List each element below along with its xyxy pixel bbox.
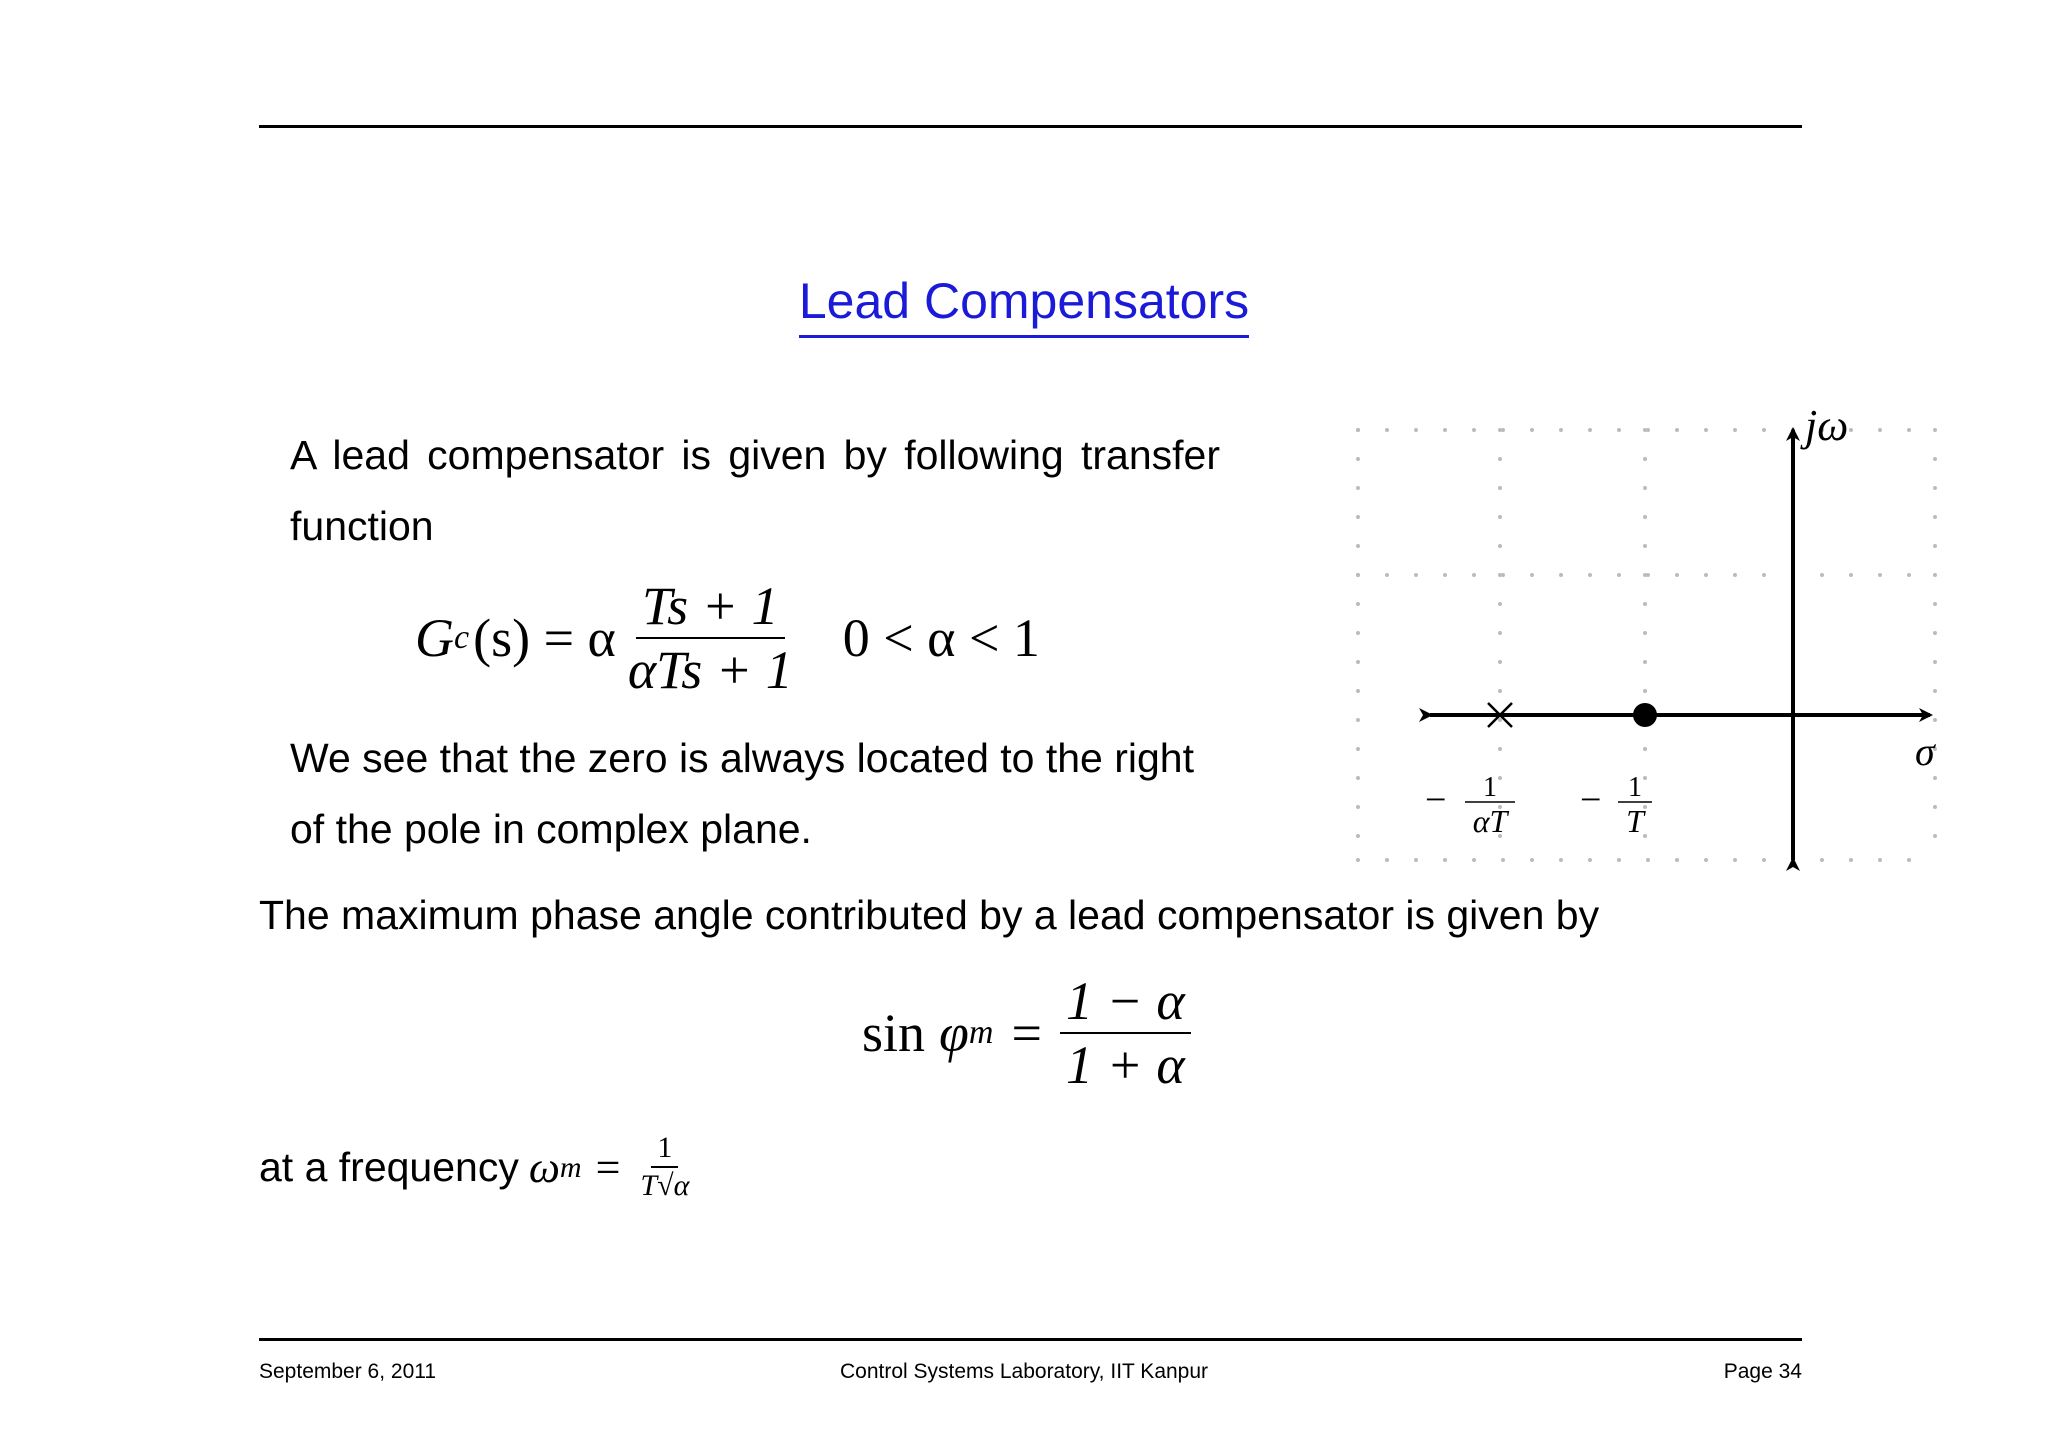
- grid-dot: [1907, 573, 1911, 577]
- grid-dot: [1643, 457, 1647, 461]
- grid-dot: [1675, 428, 1679, 432]
- grid-dot: [1530, 858, 1534, 862]
- grid-dot: [1849, 573, 1853, 577]
- grid-dot: [1498, 573, 1502, 577]
- pole-zero-plot: [1350, 400, 1950, 880]
- grid-dot: [1559, 428, 1563, 432]
- grid-dot: [1643, 573, 1647, 577]
- header-rule: [259, 125, 1802, 128]
- grid-dot: [1704, 573, 1708, 577]
- grid-dot: [1933, 515, 1937, 519]
- freq-eq: =: [595, 1142, 621, 1192]
- pole-label-minus: −: [1425, 779, 1447, 821]
- grid-dot: [1559, 573, 1563, 577]
- grid-dot: [1559, 858, 1563, 862]
- grid-dot: [1643, 631, 1647, 635]
- grid-dot: [1414, 428, 1418, 432]
- grid-dot: [1849, 858, 1853, 862]
- grid-dot: [1443, 858, 1447, 862]
- transfer-lhs: G: [415, 608, 454, 668]
- slide-title: [0, 272, 2048, 330]
- grid-dot: [1443, 573, 1447, 577]
- grid-dot: [1933, 602, 1937, 606]
- phase-fraction: [1060, 970, 1191, 1096]
- transfer-numerator: Ts + 1: [636, 575, 785, 639]
- grid-dot: [1878, 428, 1882, 432]
- grid-dot: [1356, 544, 1360, 548]
- freq-fraction: [634, 1130, 695, 1204]
- grid-dot: [1501, 858, 1505, 862]
- grid-dot: [1443, 428, 1447, 432]
- grid-dot: [1933, 428, 1937, 432]
- grid-dot: [1762, 858, 1766, 862]
- grid-dot: [1498, 428, 1502, 432]
- freq-lhs: ω: [528, 1142, 560, 1192]
- footer-rule: [259, 1338, 1802, 1341]
- phase-sub: m: [968, 1014, 994, 1051]
- grid-dot: [1356, 631, 1360, 635]
- grid-dot: [1498, 689, 1502, 693]
- grid-dot: [1356, 457, 1360, 461]
- grid-dot: [1498, 515, 1502, 519]
- grid-dot: [1385, 573, 1389, 577]
- zero-marker-icon: [1633, 703, 1657, 727]
- zero-label-minus: −: [1580, 779, 1602, 821]
- phase-paragraph: The maximum phase angle contributed by a lead compensator is given by: [259, 892, 1600, 938]
- grid-dot: [1530, 428, 1534, 432]
- grid-dot: [1617, 573, 1621, 577]
- freq-denominator: T√α: [640, 1169, 690, 1202]
- transfer-fraction: [622, 575, 799, 701]
- pole-zero-svg: [1350, 400, 1950, 880]
- footer-center: Control Systems Laboratory, IIT Kanpur: [839, 1360, 1209, 1383]
- phase-denominator: 1 + α: [1065, 1035, 1185, 1095]
- grid-dot: [1385, 428, 1389, 432]
- grid-dot: [1498, 602, 1502, 606]
- imag-axis-label: jω: [1805, 401, 1849, 450]
- grid-dot: [1356, 573, 1360, 577]
- grid-dot: [1820, 573, 1824, 577]
- grid-dot: [1385, 858, 1389, 862]
- real-axis-label: σ: [1915, 729, 1935, 774]
- grid-dot: [1762, 573, 1766, 577]
- grid-dot: [1933, 486, 1937, 490]
- grid-dot: [1356, 660, 1360, 664]
- grid-dot: [1498, 544, 1502, 548]
- grid-dot: [1878, 573, 1882, 577]
- grid-dot: [1498, 718, 1502, 722]
- grid-dot: [1356, 718, 1360, 722]
- phase-phi: φ: [939, 1003, 969, 1063]
- grid-dot: [1733, 573, 1737, 577]
- grid-dot: [1907, 858, 1911, 862]
- grid-dot: [1588, 858, 1592, 862]
- grid-dot: [1675, 858, 1679, 862]
- grid-dot: [1933, 544, 1937, 548]
- grid-dot: [1933, 689, 1937, 693]
- grid-dot: [1907, 428, 1911, 432]
- transfer-condition: 0 < α < 1: [842, 608, 1040, 668]
- zero-label-numerator: 1: [1628, 772, 1642, 803]
- grid-dot: [1643, 776, 1647, 780]
- grid-dot: [1356, 602, 1360, 606]
- frequency-text: at a frequency: [259, 1143, 519, 1190]
- footer-page: Page 34: [1723, 1360, 1802, 1383]
- phase-lhs: sin: [862, 1003, 926, 1063]
- grid-dot: [1675, 573, 1679, 577]
- grid-dot: [1643, 544, 1647, 548]
- grid-dot: [1414, 573, 1418, 577]
- grid-dot: [1762, 428, 1766, 432]
- grid-dot: [1617, 858, 1621, 862]
- grid-dot: [1498, 457, 1502, 461]
- grid-dot: [1643, 515, 1647, 519]
- grid-dot: [1356, 858, 1360, 862]
- grid-dot: [1733, 858, 1737, 862]
- grid-dot: [1356, 689, 1360, 693]
- grid-dot: [1643, 747, 1647, 751]
- grid-dot: [1933, 834, 1937, 838]
- grid-dot: [1933, 660, 1937, 664]
- zero-note-paragraph: We see that the zero is always located to the right of the pole in complex plane.: [290, 735, 1195, 852]
- grid-dot: [1356, 486, 1360, 490]
- grid-dot: [1498, 660, 1502, 664]
- transfer-sub: c: [454, 619, 470, 656]
- grid-dot: [1643, 428, 1647, 432]
- grid-dot: [1498, 776, 1502, 780]
- grid-dot: [1498, 747, 1502, 751]
- grid-dot: [1356, 515, 1360, 519]
- grid-dot: [1588, 573, 1592, 577]
- max-phase-equation: [862, 970, 1191, 1096]
- grid-dot: [1646, 858, 1650, 862]
- grid-dot: [1472, 573, 1476, 577]
- grid-dot: [1498, 631, 1502, 635]
- frequency-line: [259, 1130, 695, 1204]
- grid-dot: [1933, 805, 1937, 809]
- transfer-denominator: αTs + 1: [627, 640, 793, 700]
- slide-title-text: Lead Compensators: [799, 273, 1249, 338]
- grid-dot: [1704, 428, 1708, 432]
- freq-numerator: 1: [651, 1130, 678, 1168]
- grid-dot: [1878, 858, 1882, 862]
- grid-dot: [1933, 718, 1937, 722]
- freq-sub: m: [559, 1150, 582, 1184]
- grid-dot: [1733, 428, 1737, 432]
- grid-dot: [1356, 834, 1360, 838]
- grid-dot: [1498, 486, 1502, 490]
- grid-dot: [1933, 631, 1937, 635]
- grid-dot: [1820, 858, 1824, 862]
- grid-dot: [1414, 858, 1418, 862]
- grid-dot: [1933, 573, 1937, 577]
- phase-numerator: 1 − α: [1060, 970, 1191, 1034]
- grid-dot: [1588, 428, 1592, 432]
- grid-dot: [1472, 858, 1476, 862]
- transfer-function-equation: [415, 575, 1040, 701]
- grid-dot: [1643, 660, 1647, 664]
- grid-dot: [1643, 486, 1647, 490]
- grid-dot: [1849, 428, 1853, 432]
- transfer-arg: (s) = α: [473, 608, 616, 668]
- grid-dot: [1530, 573, 1534, 577]
- phase-eq: =: [1011, 1003, 1042, 1063]
- grid-dot: [1933, 457, 1937, 461]
- grid-dot: [1356, 805, 1360, 809]
- grid-dot: [1933, 776, 1937, 780]
- grid-dot: [1617, 428, 1621, 432]
- grid-dot: [1643, 689, 1647, 693]
- grid-dot: [1356, 776, 1360, 780]
- footer-date: September 6, 2011: [259, 1360, 437, 1383]
- grid-dot: [1643, 602, 1647, 606]
- grid-dot: [1704, 858, 1708, 862]
- zero-label-denominator: T: [1626, 803, 1644, 839]
- intro-paragraph: A lead compensator is given by following transfer function: [290, 432, 1220, 549]
- grid-dot: [1356, 428, 1360, 432]
- pole-label-numerator: 1: [1483, 772, 1497, 803]
- pole-label-denominator: αT: [1472, 803, 1508, 839]
- grid-dot: [1356, 747, 1360, 751]
- grid-dot: [1472, 428, 1476, 432]
